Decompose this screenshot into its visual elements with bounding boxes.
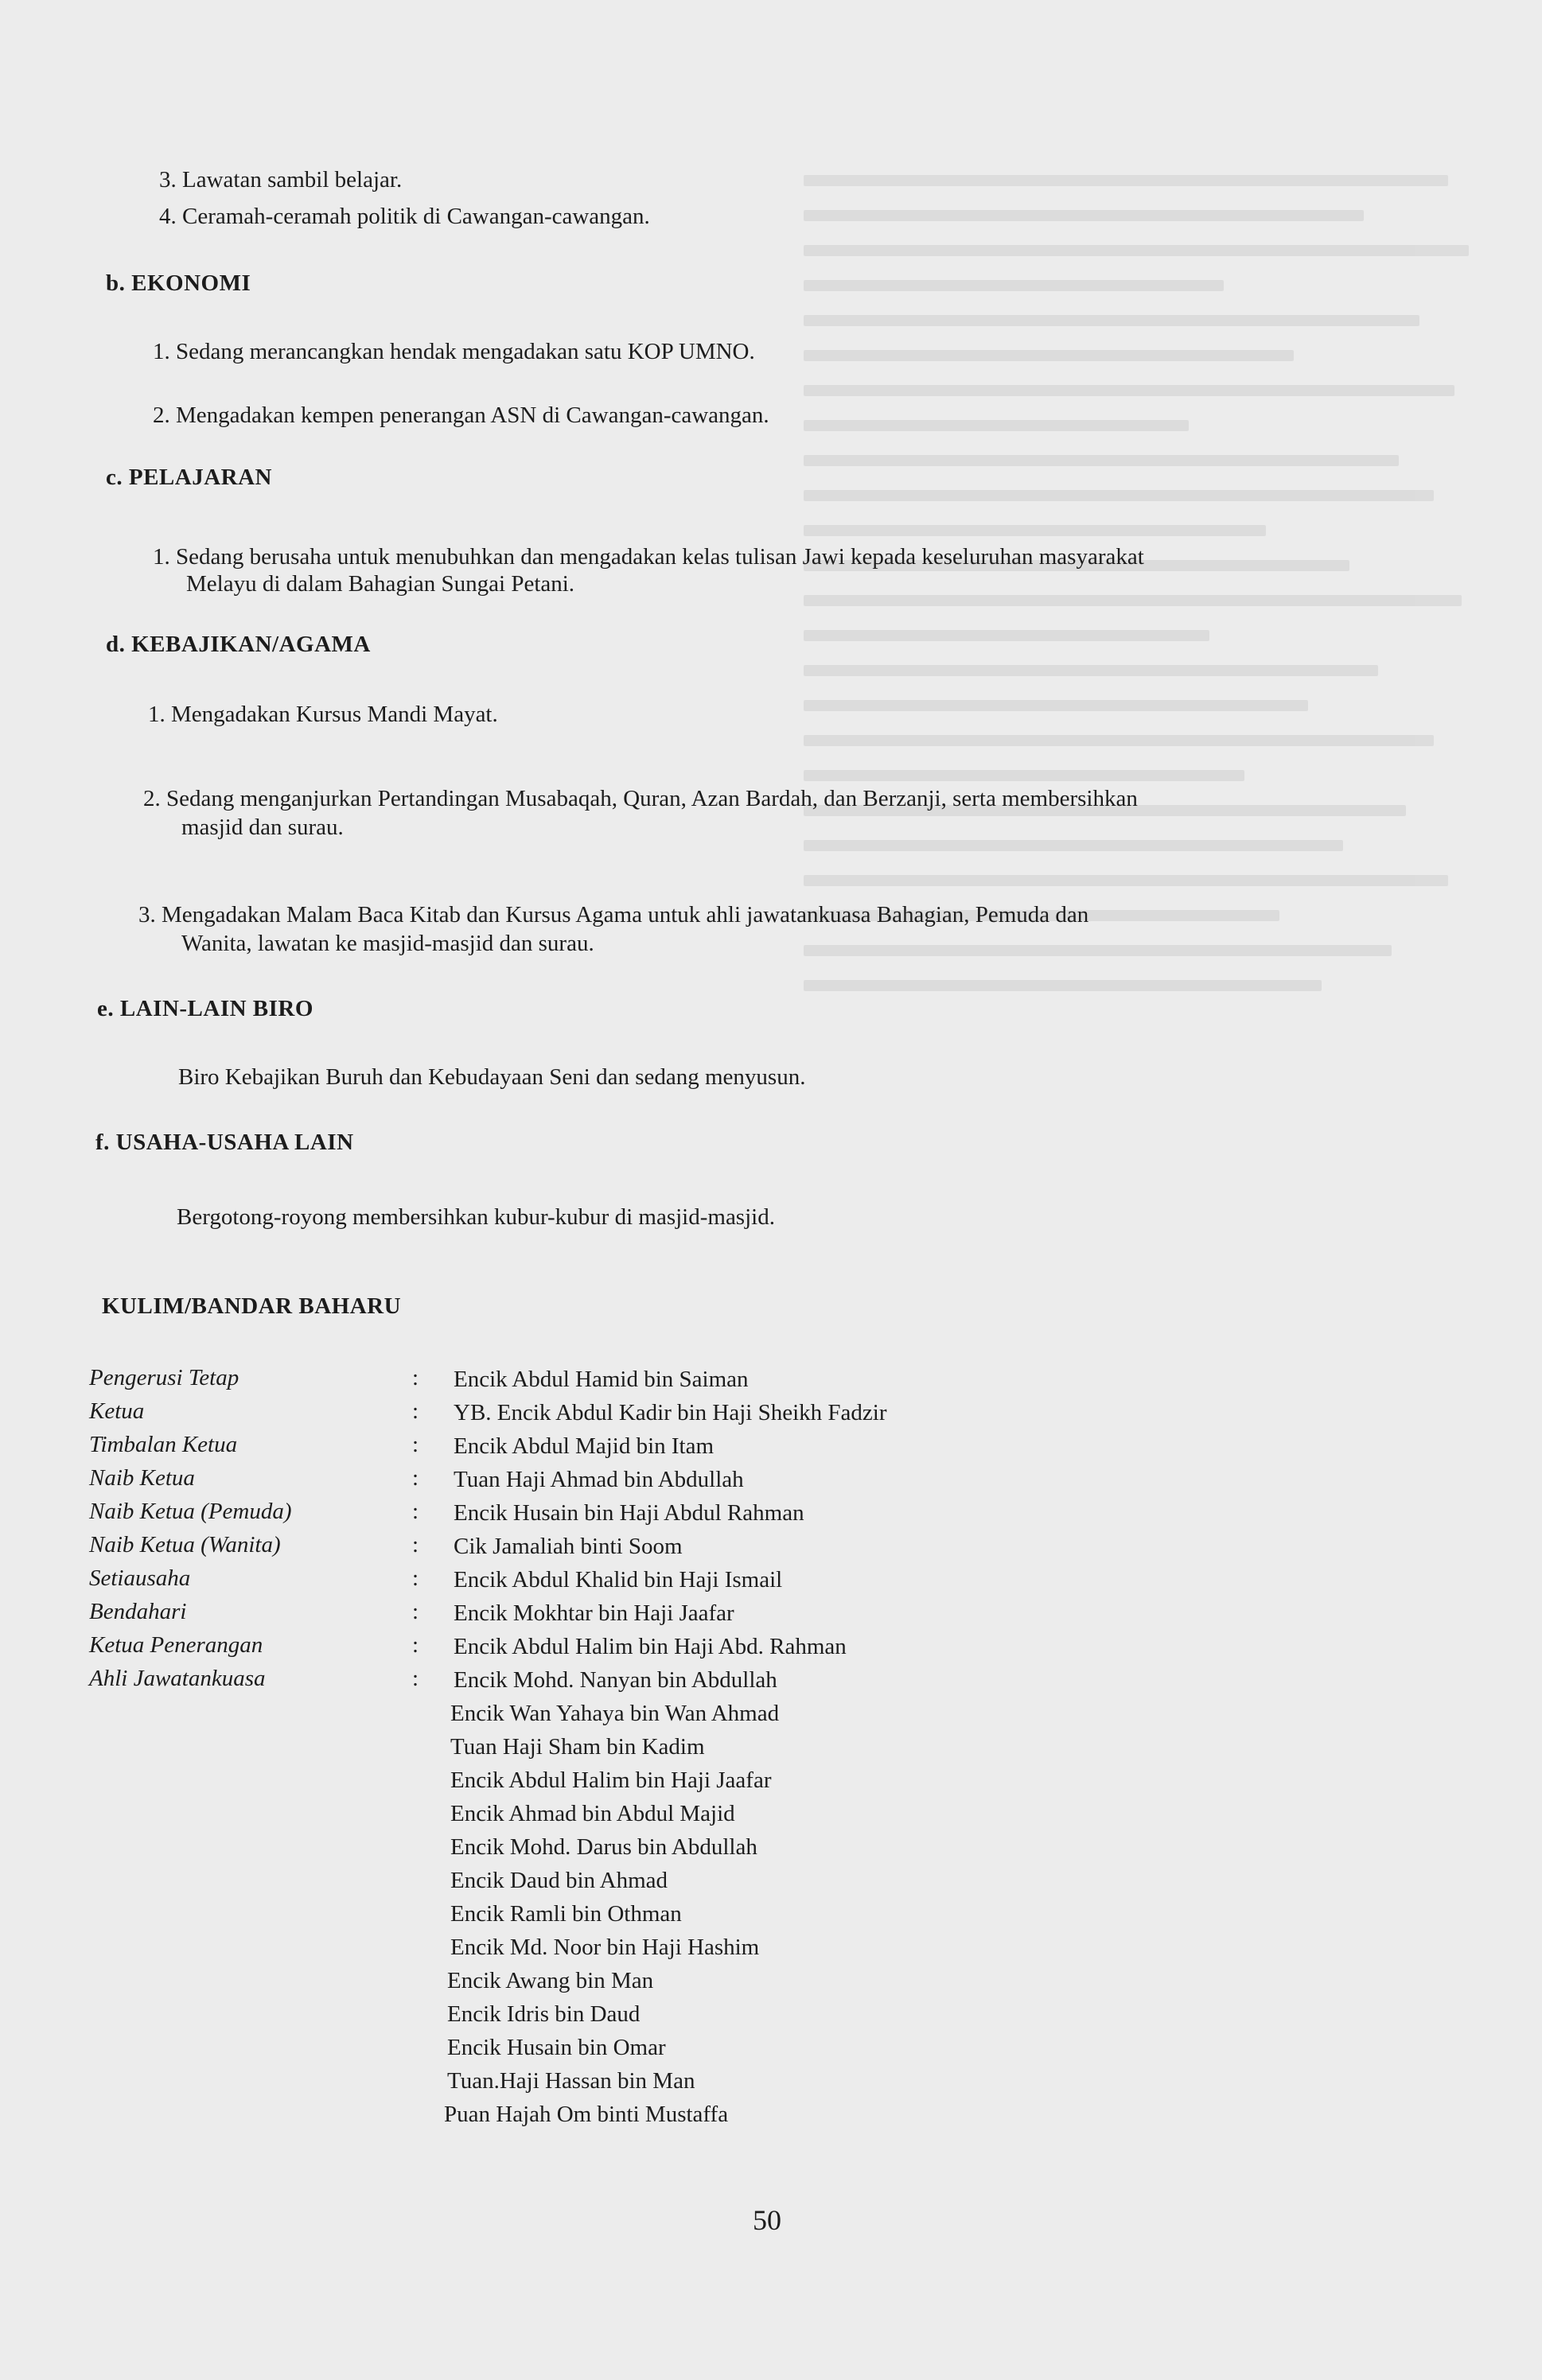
role-colon: : xyxy=(412,1365,419,1390)
committee-member: Tuan Haji Sham bin Kadim xyxy=(450,1734,705,1760)
list-item: 3. Mengadakan Malam Baca Kitab dan Kursus Agama untuk ahli jawatankuasa Bahagian, Pemuda dan xyxy=(138,902,1089,928)
role-name: Encik Mokhtar bin Haji Jaafar xyxy=(454,1600,734,1626)
role-name: Tuan Haji Ahmad bin Abdullah xyxy=(454,1467,744,1492)
role-name: Encik Abdul Hamid bin Saiman xyxy=(454,1367,749,1392)
paragraph: Biro Kebajikan Buruh dan Kebudayaan Seni dan sedang menyusun. xyxy=(178,1064,806,1090)
role-colon: : xyxy=(412,1532,419,1558)
committee-member: Encik Md. Noor bin Haji Hashim xyxy=(450,1935,760,1960)
list-item: 2. Sedang menganjurkan Pertandingan Musabaqah, Quran, Azan Bardah, dan Berzanji, serta membersihkan xyxy=(143,786,1138,811)
section-heading-kebajikan: d. KEBAJIKAN/AGAMA xyxy=(106,632,371,657)
list-item: 1. Sedang merancangkan hendak mengadakan satu KOP UMNO. xyxy=(153,339,755,364)
role-colon: : xyxy=(412,1599,419,1624)
role-name: Encik Mohd. Nanyan bin Abdullah xyxy=(454,1667,777,1693)
role-colon: : xyxy=(412,1398,419,1424)
role-colon: : xyxy=(412,1666,419,1691)
role-title: Setiausaha xyxy=(89,1565,191,1591)
list-item: 4. Ceramah-ceramah politik di Cawangan-cawangan. xyxy=(159,204,650,229)
role-name: Encik Abdul Halim bin Haji Abd. Rahman xyxy=(454,1634,847,1659)
committee-member: Puan Hajah Om binti Mustaffa xyxy=(444,2102,729,2127)
committee-member: Encik Wan Yahaya bin Wan Ahmad xyxy=(450,1701,780,1726)
role-name: Encik Husain bin Haji Abdul Rahman xyxy=(454,1500,804,1526)
role-title: Naib Ketua (Wanita) xyxy=(89,1532,281,1558)
role-name: Encik Abdul Khalid bin Haji Ismail xyxy=(454,1567,783,1592)
section-heading-pelajaran: c. PELAJARAN xyxy=(106,465,272,490)
committee-member: Encik Mohd. Darus bin Abdullah xyxy=(450,1834,757,1860)
role-colon: : xyxy=(412,1499,419,1524)
committee-member: Encik Awang bin Man xyxy=(447,1968,654,1993)
list-item-continuation: Melayu di dalam Bahagian Sungai Petani. xyxy=(186,571,575,597)
role-colon: : xyxy=(412,1432,419,1457)
role-title: Ketua xyxy=(89,1398,145,1424)
list-item: 2. Mengadakan kempen penerangan ASN di Cawangan-cawangan. xyxy=(153,402,769,428)
committee-member: Encik Ramli bin Othman xyxy=(450,1901,682,1927)
list-item: 1. Mengadakan Kursus Mandi Mayat. xyxy=(148,702,498,727)
page-number: 50 xyxy=(753,2204,781,2236)
committee-member: Encik Idris bin Daud xyxy=(447,2001,641,2027)
role-title: Ketua Penerangan xyxy=(89,1632,263,1658)
committee-member: Encik Husain bin Omar xyxy=(447,2035,666,2060)
role-title: Ahli Jawatankuasa xyxy=(89,1666,266,1691)
paragraph: Bergotong-royong membersihkan kubur-kubur di masjid-masjid. xyxy=(177,1204,775,1230)
role-colon: : xyxy=(412,1565,419,1591)
committee-member: Encik Ahmad bin Abdul Majid xyxy=(450,1801,735,1826)
role-colon: : xyxy=(412,1465,419,1491)
role-name: Encik Abdul Majid bin Itam xyxy=(454,1433,715,1459)
role-title: Bendahari xyxy=(89,1599,187,1624)
list-item: 1. Sedang berusaha untuk menubuhkan dan mengadakan kelas tulisan Jawi kepada keseluruhan masyarakat xyxy=(153,544,1144,570)
committee-member: Encik Abdul Halim bin Haji Jaafar xyxy=(450,1768,772,1793)
section-heading-kulim: KULIM/BANDAR BAHARU xyxy=(102,1293,402,1319)
role-colon: : xyxy=(412,1632,419,1658)
role-name: YB. Encik Abdul Kadir bin Haji Sheikh Fadzir xyxy=(454,1400,887,1425)
bleed-through-texture xyxy=(804,175,1504,2084)
role-name: Cik Jamaliah binti Soom xyxy=(454,1534,683,1559)
section-heading-usaha-lain: f. USAHA-USAHA LAIN xyxy=(95,1130,354,1155)
section-heading-ekonomi: b. EKONOMI xyxy=(106,270,251,296)
role-title: Pengerusi Tetap xyxy=(89,1365,239,1390)
committee-member: Encik Daud bin Ahmad xyxy=(450,1868,668,1893)
section-heading-lain-biro: e. LAIN-LAIN BIRO xyxy=(97,996,313,1021)
role-title: Naib Ketua (Pemuda) xyxy=(89,1499,292,1524)
role-title: Naib Ketua xyxy=(89,1465,195,1491)
list-item-continuation: masjid dan surau. xyxy=(181,815,344,840)
role-title: Timbalan Ketua xyxy=(89,1432,238,1457)
committee-member: Tuan.Haji Hassan bin Man xyxy=(447,2068,695,2094)
list-item: 3. Lawatan sambil belajar. xyxy=(159,167,403,192)
list-item-continuation: Wanita, lawatan ke masjid-masjid dan surau. xyxy=(181,931,594,956)
